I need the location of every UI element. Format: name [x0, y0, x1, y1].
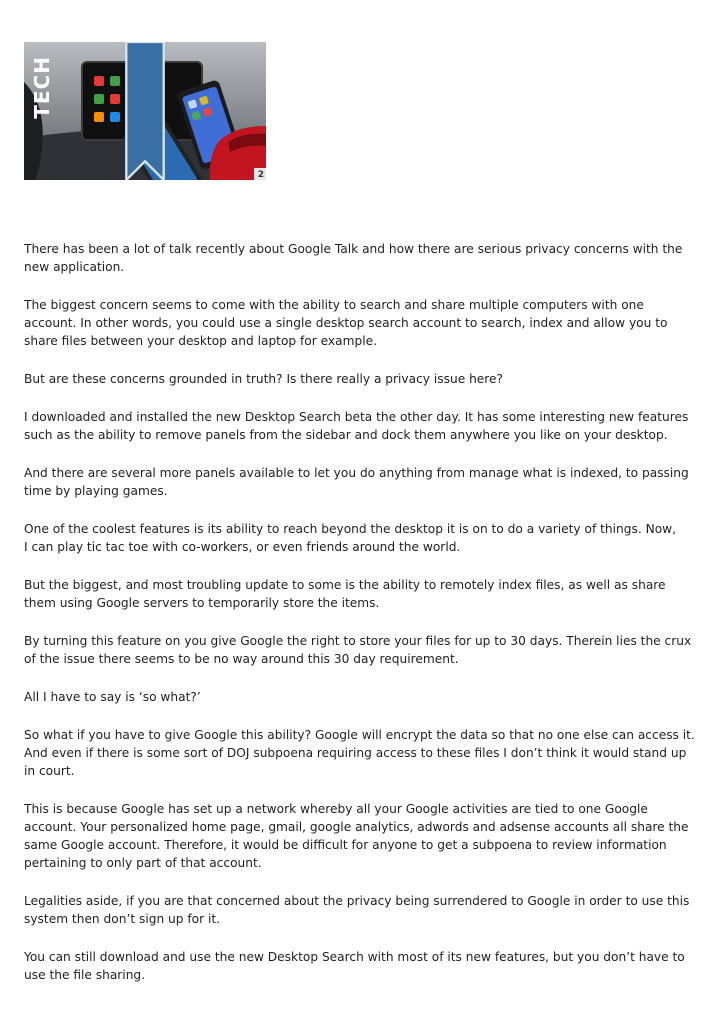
ribbon-label: TECH — [30, 56, 54, 119]
paragraph: The biggest concern seems to come with the ability to search and share multiple computers with one account. In other words, you could use a single desktop search account to search, index and allow you to share files between your desktop and laptop for example. — [24, 298, 668, 348]
tech-ribbon — [24, 42, 64, 160]
paragraph: There has been a lot of talk recently about Google Talk and how there are serious privacy concerns with the new application. — [24, 242, 683, 274]
paragraph-text-continued: I can play tic tac toe with co-workers, or even friends around the world. — [24, 540, 461, 554]
paragraph: So what if you have to give Google this ability? Google will encrypt the data so that no one else can access it. And even if there is some sort of DOJ subpoena requiring access to these files I don’t think it would stand up in court. — [24, 728, 695, 778]
paragraph: But are these concerns grounded in truth? Is there really a privacy issue here? — [24, 372, 504, 386]
corner-badge: 2 — [257, 170, 264, 180]
paragraph: Legalities aside, if you are that concerned about the privacy being surrendered to Google in order to use this system then don’t sign up for it. — [24, 894, 690, 926]
paragraph-text: One of the coolest features is its ability to reach beyond the desktop it is on to do a variety of things. Now, — [24, 522, 677, 536]
paragraph: But the biggest, and most troubling update to some is the ability to remotely index files, as well as share them using Google servers to temporarily store the items. — [24, 578, 666, 610]
paragraph: By turning this feature on you give Google the right to store your files for up to 30 days. Therein lies the crux of the issue there seems to be no way around this 30 day requirement. — [24, 634, 692, 666]
paragraph: I downloaded and installed the new Desktop Search beta the other day. It has some interesting new features such as the ability to remove panels from the sidebar and dock them anywhere you like on your desktop. — [24, 410, 689, 442]
paragraph: And there are several more panels available to let you do anything from manage what is indexed, to passing time by playing games. — [24, 466, 689, 498]
article-body — [24, 240, 696, 1004]
paragraph: This is because Google has set up a network whereby all your Google activities are tied to one Google account. Your personalized home page, gmail, google analytics, adwords and adsense accounts all share the same Google account. Therefore, it would be difficult for anyone to get a subpoena to review information pertaining to only part of that account. — [24, 802, 689, 870]
paragraph: All I have to say is ‘so what?’ — [24, 690, 201, 704]
paragraph: You can still download and use the new Desktop Search with most of its new features, but you don’t have to use the file sharing. — [24, 950, 685, 982]
hero-image — [24, 42, 266, 180]
paragraph-with-link — [24, 520, 696, 556]
